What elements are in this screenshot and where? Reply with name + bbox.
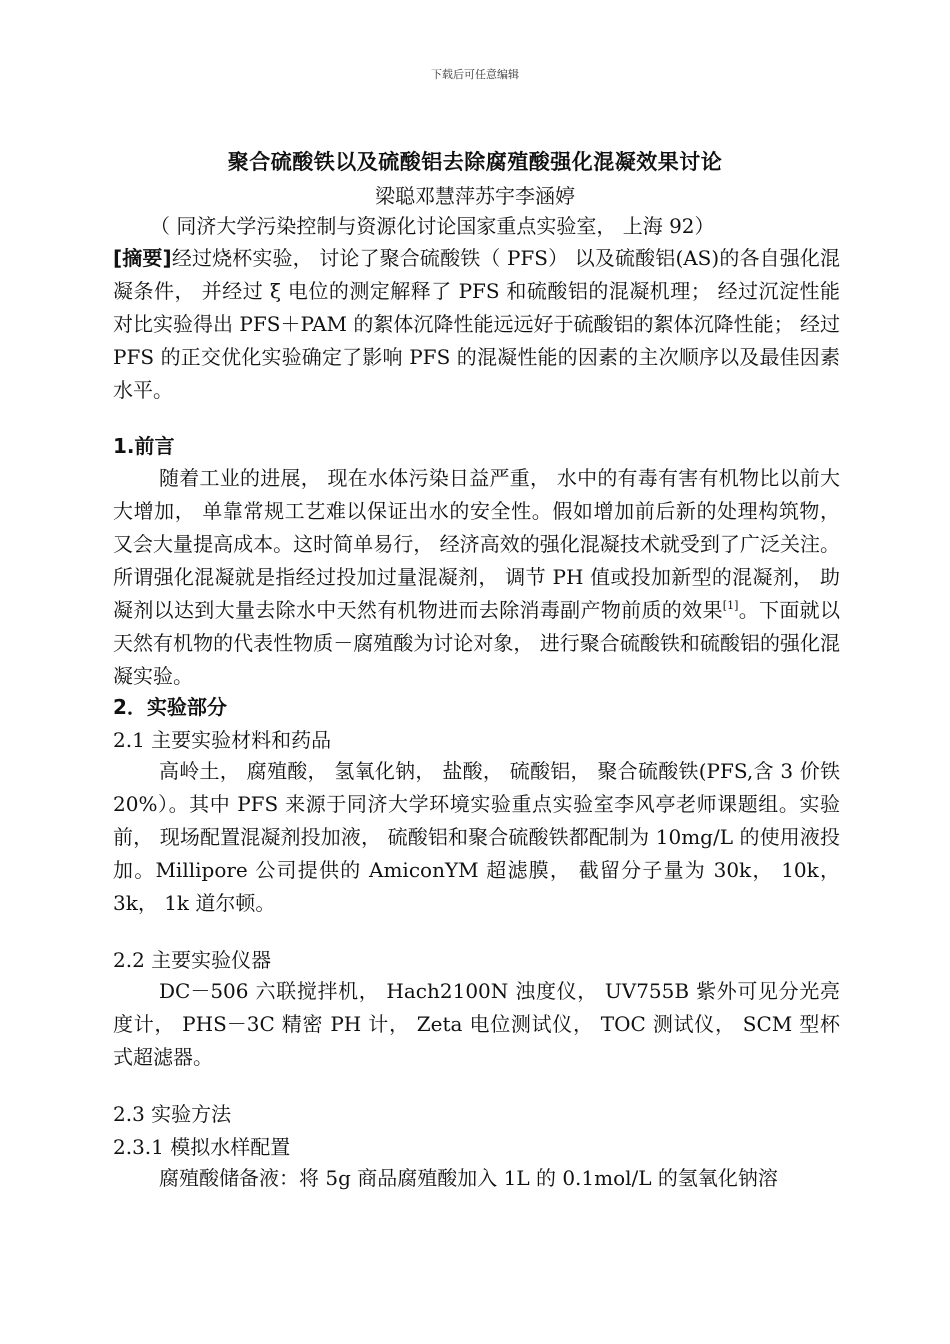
section-2-2-paragraph: DC－506 六联搅拌机， Hach2100N 浊度仪， UV755B 紫外可见分光亮度计， PHS－3C 精密 PH 计， Zeta 电位测试仪， TOC 测试仪， SCM 型杯式超滤器。 [113,979,840,1069]
abstract [113,242,840,407]
section-1-heading: 1.前言 [113,434,175,458]
section-1-text: 随着工业的进展， 现在水体污染日益严重， 水中的有毒有害有机物比以前大大增加， 单靠常规工艺难以保证出水的安全性。假如增加前后新的处理构筑物， 又会大量提高成本。这时简单易行， 经济高效的强化混凝技术就受到了广泛关注。所谓强化混凝就是指经过投加过量混凝剂， 调节 PH 值或投加新型的混凝剂， 助凝剂以达到大量去除水中天然有机物进而去除消毒副产物前质的效果 [113,466,840,622]
section-2-1-paragraph: 高岭土， 腐殖酸， 氢氧化钠， 盐酸， 硫酸铝， 聚合硫酸铁(PFS,含 3 价铁 20%）。其中 PFS 来源于同济大学环境实验重点实验室李风亭老师课题组。实验前， 现场配置混凝剂投加液， 硫酸铝和聚合硫酸铁都配制为 10mg/L 的使用液投加。Millipore 公司提供的 AmiconYM 超滤膜， 截留分子量为 30k， 10k， 3k， 1k 道尔顿。 [113,759,840,915]
section-2-1-heading: 2.1 主要实验材料和药品 [113,728,332,752]
section-2-3-heading: 2.3 实验方法 [113,1102,232,1126]
paper-title: 聚合硫酸铁以及硫酸铝去除腐殖酸强化混凝效果讨论 [227,150,723,174]
section-2-3-1-paragraph: 腐殖酸储备液：将 5g 商品腐殖酸加入 1L 的 0.1mol/L 的氢氧化钠溶 [159,1166,778,1190]
reference-marker: [1] [722,599,739,612]
abstract-label: [摘要] [113,246,172,270]
section-2-heading: 2．实验部分 [113,695,227,719]
section-1-text-tail: 。下面就以天然有机物的代表性物质－腐殖酸为讨论对象， 进行聚合硫酸铁和硫酸铝的强化混凝实验。 [113,598,841,688]
paper-affiliation: （ 同济大学污染控制与资源化讨论国家重点实验室， 上海 92） [150,214,715,238]
section-2-3-1-heading: 2.3.1 模拟水样配置 [113,1135,291,1159]
abstract-text: 经过烧杯实验， 讨论了聚合硫酸铁（ PFS） 以及硫酸铝(AS)的各自强化混凝条件， 并经过 ξ 电位的测定解释了 PFS 和硫酸铝的混凝机理； 经过沉淀性能对比实验得出 PFS＋PAM 的絮体沉降性能远远好于硫酸铝的絮体沉降性能； 经过 PFS 的正交优化实验确定了影响 PFS 的混凝性能的因素的主次顺序以及最佳因素水平。 [113,246,840,402]
section-1-paragraph [113,462,840,693]
paper-authors: 梁聪邓慧萍苏宇李涵婷 [375,184,575,208]
header-note: 下载后可任意编辑 [431,68,519,81]
section-2-2-heading: 2.2 主要实验仪器 [113,948,272,972]
